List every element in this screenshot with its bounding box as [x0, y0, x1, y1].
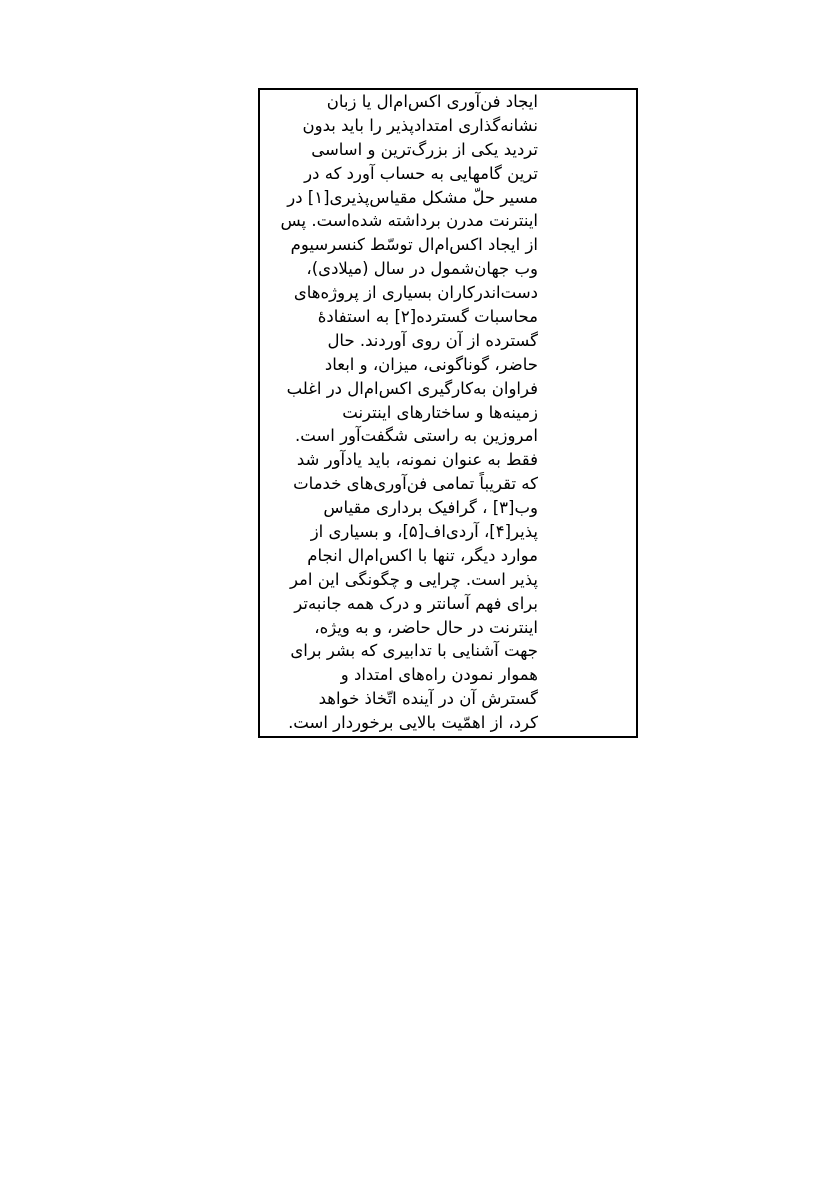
text-line: ترین گامهایی به حساب آورد که در — [304, 163, 538, 183]
text-line: کرد، از اهمّیت بالایی برخوردار است. — [288, 713, 538, 733]
text-line: نشانه‌گذاری امتدادپذیر را باید بدون — [302, 115, 538, 135]
text-line: هموار نمودن راه‌های امتداد و — [340, 665, 538, 685]
text-line: فقط به عنوان نمونه، باید یادآور شد — [296, 450, 538, 470]
text-line: اینترنت مدرن برداشته شده‌است. پس — [280, 211, 538, 231]
text-line: وب[۳] ، گرافیک برداری مقیاس — [323, 498, 538, 518]
text-box — [258, 88, 638, 738]
text-line: زمینه‌ها و ساختارهای اینترنت — [342, 402, 538, 422]
text-line: برای فهم آسانتر و درک همه جانبه‌تر — [294, 593, 538, 613]
text-line: پذیر است. چرایی و چگونگی این امر — [289, 569, 538, 589]
text-line: امروزین به راستی شگفت‌آور است. — [294, 426, 538, 446]
text-line: فراوان به‌کارگیری اکس‌ام‌ال در اغلب — [286, 378, 538, 398]
text-line: موارد دیگر، تنها با اکس‌ام‌ال انجام — [307, 545, 538, 565]
text-line: که تقریباً تمامی فن‌آوری‌های خدمات — [293, 474, 538, 494]
text-line: از ایجاد اکس‌ام‌ال توسّط کنسرسیوم — [290, 235, 538, 255]
text-line: دست‌اندرکاران بسیاری از پروژه‌های — [293, 283, 538, 303]
text-line: محاسبات گسترده[۲] به استفادهٔ — [317, 307, 538, 327]
paragraph — [248, 90, 538, 735]
text-line: ایجاد فن‌آوری اکس‌ام‌ال یا زبان — [326, 92, 538, 111]
text-line: حاضر، گوناگونی، میزان، و ابعاد — [324, 354, 538, 374]
text-line: گسترده از آن روی آوردند. حال — [327, 330, 538, 350]
text-line: گسترش آن در آینده اتّخاذ خواهد — [318, 689, 538, 709]
text-line: وب جهان‌شمول در سال (میلادی)، — [306, 259, 538, 279]
text-line: جهت آشنایی با تدابیری که بشر برای — [290, 641, 538, 661]
text-line: اینترنت در حال حاضر، و به ویژه، — [314, 617, 538, 637]
text-line: پذیر[۴]، آردی‌اف[۵]، و بسیاری از — [310, 522, 538, 542]
text-line: تردید یکی از بزرگ‌ترین و اساسی — [311, 139, 538, 159]
text-line: مسیر حلّ مشکل مقیاس‌پذیری[۱] در — [287, 187, 538, 207]
